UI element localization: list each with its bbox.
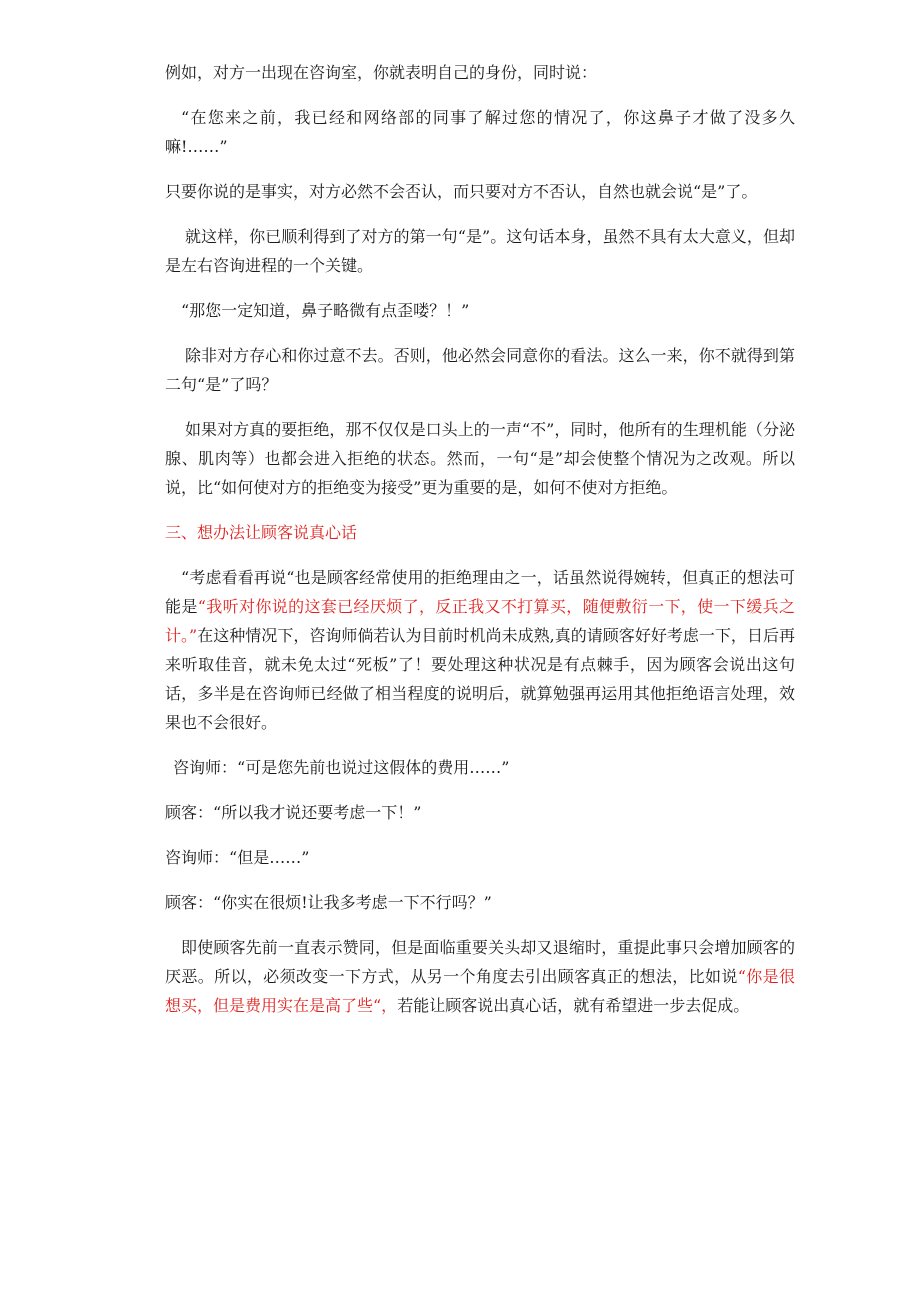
paragraph-closing (165, 933, 795, 1020)
consider-text-emphasis: “我听对你说的这套已经厌烦了，反正我又不打算买，随便敷衍一下，使一下缓兵之计。” (165, 597, 795, 645)
paragraph-quote-network: “在您来之前，我已经和网络部的同事了解过您的情况了，你这鼻子才做了没多久嘛!……” (165, 108, 795, 156)
paragraph-first-yes: 就这样，你已顺利得到了对方的第一句“是”。这句话本身，虽然不具有太大意义，但却是左右咨询进程的一个关键。 (165, 227, 795, 275)
dialogue-line (165, 843, 795, 872)
dialogue-line (165, 798, 795, 827)
document-body (165, 58, 795, 1036)
dialogue-line (165, 888, 795, 917)
dialogue-speaker: 顾客： (165, 893, 214, 912)
paragraph-example-intro: 例如，对方一出现在咨询室，你就表明自己的身份，同时说： (165, 63, 598, 82)
dialogue-speaker: 咨询师： (173, 758, 238, 777)
closing-text-after: 若能让顾客说出真心话，就有希望进一步去促成。 (397, 996, 750, 1015)
section-heading-3: 三、想办法让顾客说真心话 (165, 523, 358, 542)
dialogue-line (165, 753, 795, 782)
dialogue-text: “但是……” (229, 848, 310, 867)
paragraph-consider-later (165, 563, 795, 737)
consider-text-after: 在这种情况下，咨询师倘若认为目前时机尚未成熟,真的请顾客好好考虑一下，日后再来听取佳音，就未免太过“死板”了！要处理这种状况是有点棘手，因为顾客会说出这句话，多半是在咨询师已经做了相当程度的说明后，就算勉强再运用其他拒绝语言处理，效果也不会很好。 (165, 626, 795, 732)
paragraph-quote-nose: “那您一定知道，鼻子略微有点歪喽？！” (181, 301, 470, 320)
dialogue-speaker: 顾客： (165, 803, 214, 822)
consider-text-before: “考虑看看再说“也是顾客经常使用的拒绝理由之一，话虽然说得婉转，但真正的想法可能是 (165, 568, 795, 616)
closing-text-before: 即使顾客先前一直表示赞同，但是面临重要关头却又退缩时，重提此事只会增加顾客的厌恶。所以，必须改变一下方式，从另一个角度去引出顾客真正的想法，比如说 (165, 938, 795, 986)
closing-text-emphasis: “你是很想买，但是费用实在是高了些“， (165, 967, 795, 1015)
dialogue-text: “可是您先前也说过这假体的费用……” (237, 758, 510, 777)
dialogue-speaker: 咨询师： (165, 848, 230, 867)
paragraph-second-yes: 除非对方存心和你过意不去。否则，他必然会同意你的看法。这么一来，你不就得到第二句“是”了吗？ (165, 346, 795, 394)
dialogue-text: “你实在很烦!让我多考虑一下不行吗？” (213, 893, 492, 912)
paragraph-refusal-state: 如果对方真的要拒绝，那不仅仅是口头上的一声“不”，同时，他所有的生理机能（分泌腺、肌肉等）也都会进入拒绝的状态。然而，一句“是”却会使整个情况为之改观。所以说，比“如何使对方的拒绝变为接受”更为重要的是，如何不使对方拒绝。 (165, 420, 795, 497)
dialogue-text: “所以我才说还要考虑一下！” (213, 803, 422, 822)
paragraph-fact-yes: 只要你说的是事实，对方必然不会否认，而只要对方不否认，自然也就会说“是”了。 (165, 182, 758, 201)
